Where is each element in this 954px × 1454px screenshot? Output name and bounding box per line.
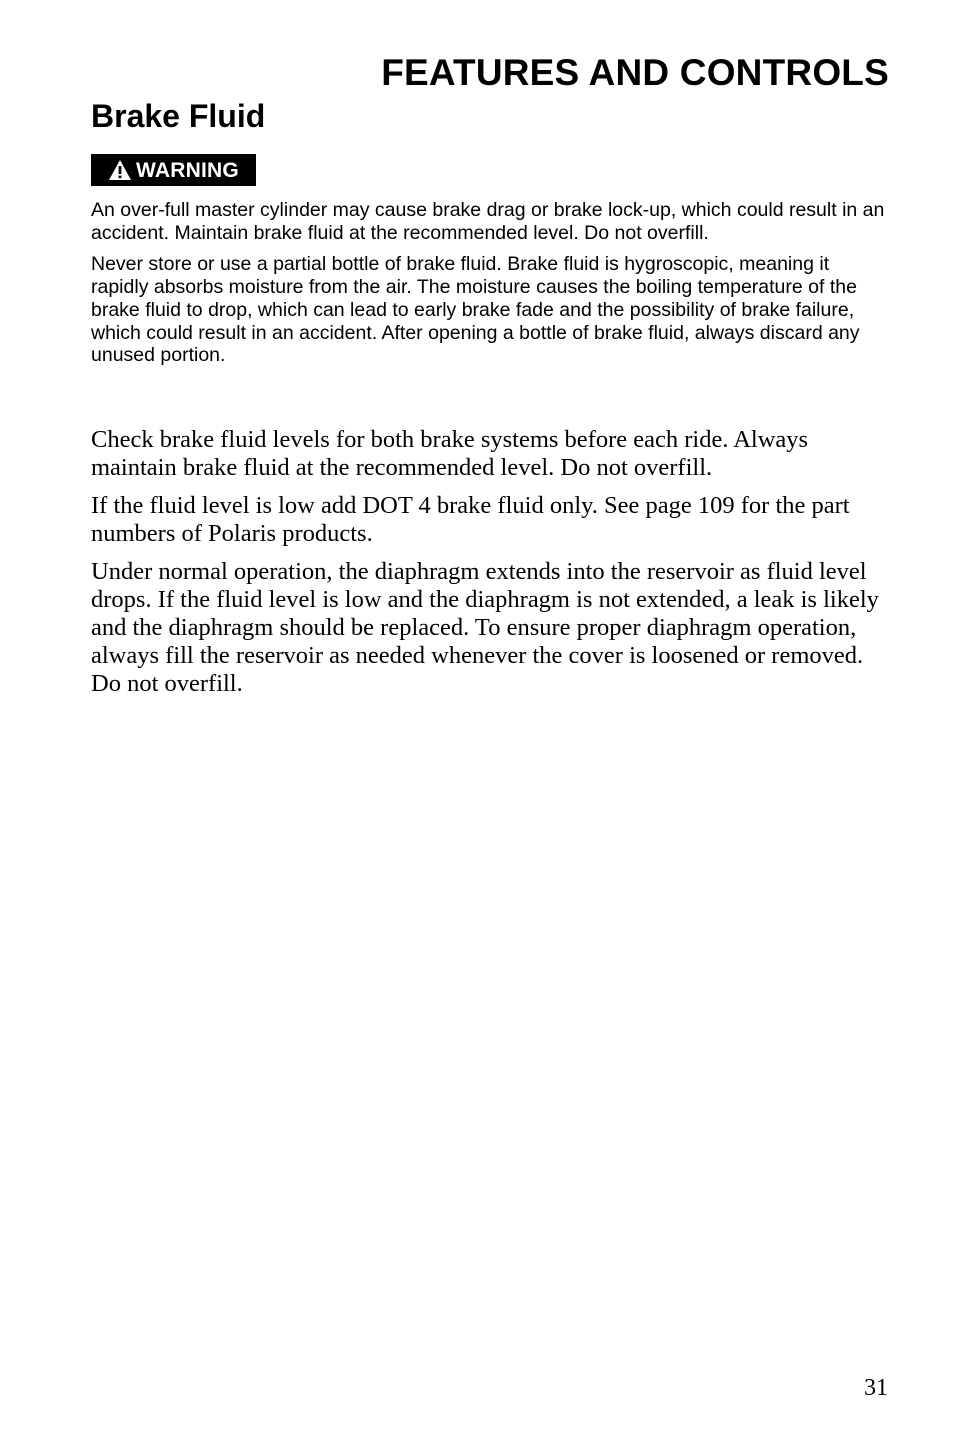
warning-label: WARNING bbox=[136, 158, 239, 182]
warning-paragraph: Never store or use a partial bottle of brake fluid. Brake fluid is hygroscopic, meaning it rapidly absorbs moisture from the air. The moisture causes the boiling temperature of the brake fluid to drop, which can lead to early brake fade and the possibility of brake failure, which could result in an accident. After opening a bottle of brake fluid, always discard any unused portion. bbox=[91, 253, 860, 367]
body-paragraph: If the fluid level is low add DOT 4 brake fluid only. See page 109 for the part numbers of Polaris products. bbox=[91, 492, 850, 547]
warning-badge bbox=[91, 154, 256, 186]
warning-paragraph: An over-full master cylinder may cause brake drag or brake lock-up, which could result in an accident. Maintain brake fluid at the recommended level. Do not overfill. bbox=[91, 199, 885, 244]
body-paragraph: Check brake fluid levels for both brake systems before each ride. Always maintain brake fluid at the recommended level. Do not overfill. bbox=[91, 426, 809, 481]
body-paragraph: Under normal operation, the diaphragm extends into the reservoir as fluid level drops. If the fluid level is low and the diaphragm is not extended, a leak is likely and the diaphragm should be replaced. To ensure proper diaphragm operation, always fill the reservoir as needed whenever the cover is loosened or removed. Do not overfill. bbox=[91, 558, 879, 697]
section-header: FEATURES AND CONTROLS bbox=[381, 52, 889, 93]
page-number: 31 bbox=[864, 1375, 888, 1401]
warning-text bbox=[91, 199, 891, 367]
warning-triangle-icon bbox=[108, 159, 132, 181]
page-title: Brake Fluid bbox=[91, 98, 266, 134]
body-text bbox=[91, 426, 891, 698]
